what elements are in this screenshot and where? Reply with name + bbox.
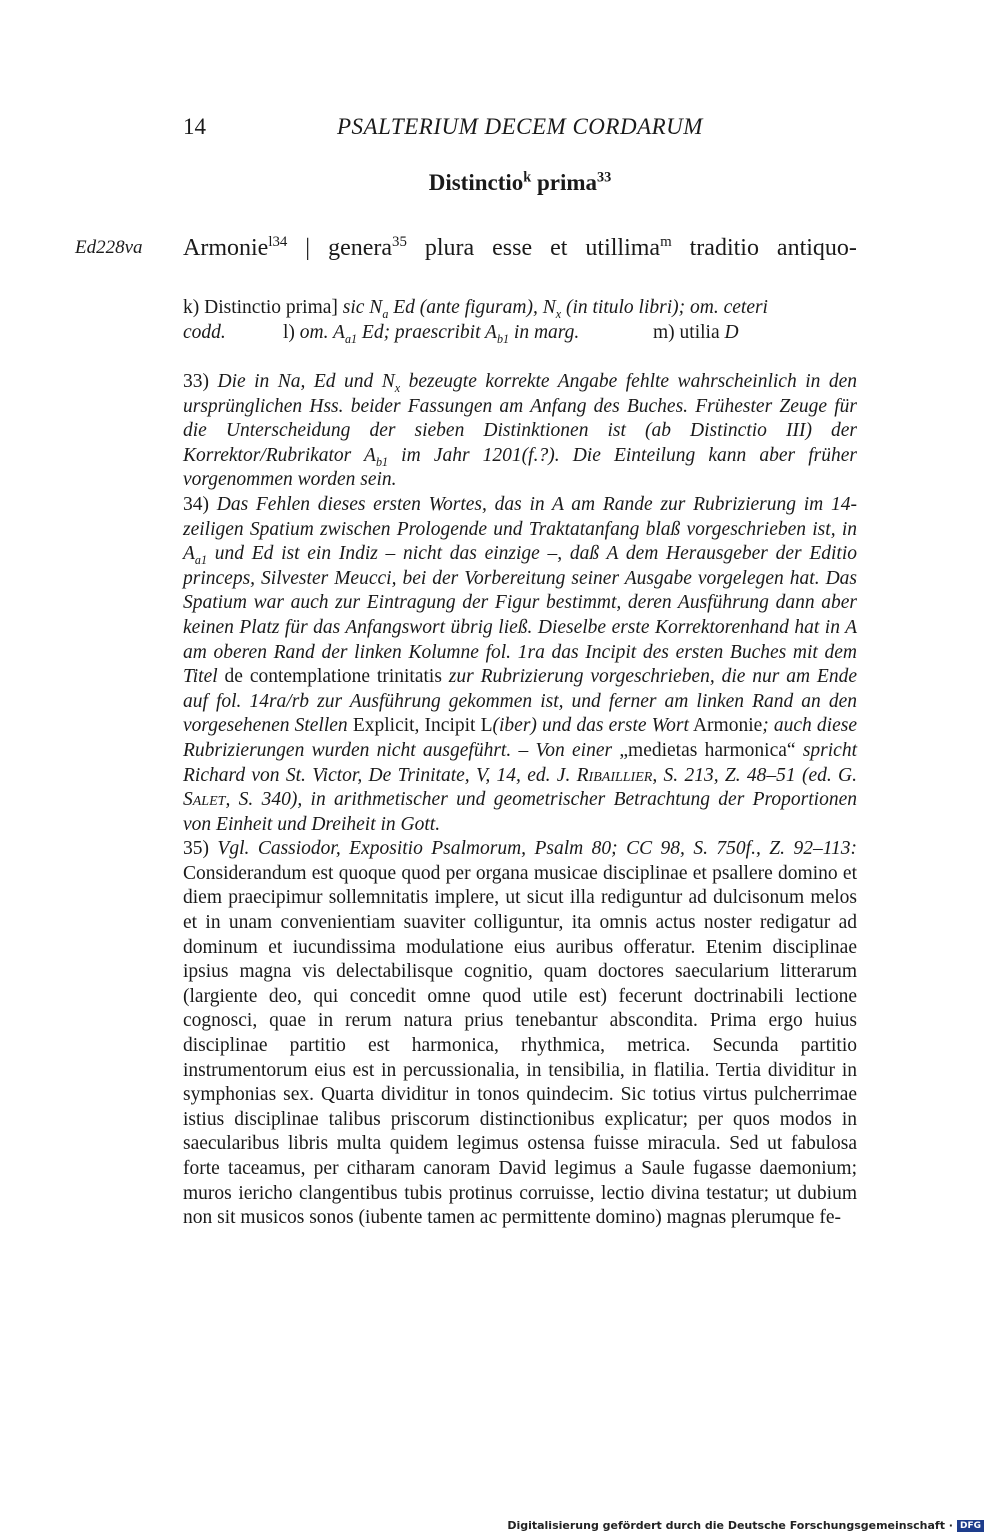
main-word: utillima$^m$ — [585, 234, 672, 261]
margin-folio-note: Ed228va — [75, 237, 143, 258]
critical-apparatus — [183, 295, 857, 345]
main-word: esse — [492, 235, 533, 261]
footnote-33: 33) Die in Na, Ed und $N_x$ bezeugte korrekte Angabe fehlte wahrscheinlich in den ursprünglichen Hss. beider Fassungen am Anfang des Buches. Frühester Zeuge für die Unterscheidung der sieben Distinktionen ist (ab Distinctio III) der Korrektor/Rubrikator $A_{b1}$ im Jahr 1201(f.?). Die Einteilung kann aber früher vorgenommen worden sein. — [183, 371, 858, 491]
footnotes — [183, 370, 857, 1231]
folio-separator: | — [305, 235, 311, 261]
main-text-line — [183, 232, 857, 264]
footnote-34: 34) Das Fehlen dieses ersten Wortes, das in A am Rande zur Rubrizierung im 14-zeiligen Spatium zwischen Prologende und Traktatanfang blaß vorgeschrieben ist, in $A_{a1}$ und Ed ist ein Indiz – nicht das einzige –, daß A dem Herausgeber der Editio princeps, Silvester Meucci, bei der Vorbereitung seiner Ausgabe vorgelegen hat. Das Spatium war auch zur Eintragung der Figur bestimmt, deren Ausführung dann aber keinen Platz für das Anfangswort übrig ließ. Dieselbe erste Korrektorenhand hat in A am oberen Rand der linken Kolumne fol. 1ra das Incipit des ersten Buches mit dem Titel de contemplatione trinitatis zur Rubrizierung vorgeschrieben, die nur am Ende auf fol. 14ra/rb zur Ausführung gekommen ist, und ferner am linken Rand an den vorgesehenen Stellen Explicit, Incipit L(iber) und das erste Wort Armonie; auch diese Rubrizierungen wurden nicht ausgeführt. – Von einer „medietas harmonica“ spricht Richard von St. Victor, De Trinitate, V, 14, ed. J. Ribaillier, S. 213, Z. 48–51 (ed. G. Salet, S. 340), in arithmetischer und geometrischer Betrachtung der Proportionen von Einheit und Dreiheit in Gott. — [183, 493, 858, 835]
main-word: Armonie$^{l34}$ — [183, 234, 288, 261]
main-word: antiquo- — [776, 235, 857, 261]
footnote-ref: m — [660, 234, 672, 250]
dfg-logo-icon: DFG — [957, 1520, 984, 1532]
section-heading — [183, 170, 857, 196]
heading-apparatus-ref: k — [523, 169, 532, 186]
apparatus-entry-m: m) utilia D — [653, 322, 739, 343]
page-number: 14 — [183, 114, 206, 139]
apparatus-entry-k: k) Distinctio prima] sic $N_a$ Ed (ante figuram), $N_x$ (in titulo libri); om. ceteri — [183, 297, 768, 321]
apparatus-entry-l: l) om. $A_{a1}$ Ed; praescribit $A_{b1}$ in marg. — [283, 322, 580, 346]
main-word: plura — [424, 235, 475, 261]
main-word: et — [550, 235, 568, 261]
footer-text: Digitalisierung gefördert durch die Deutsche Forschungsgemeinschaft · — [507, 1519, 953, 1532]
footnote-ref: 35 — [392, 234, 407, 250]
heading-note-ref: 33 — [597, 169, 612, 186]
heading-word: Distinctio — [428, 170, 524, 195]
running-title: PSALTERIUM DECEM CORDARUM — [337, 114, 703, 139]
main-word: traditio — [689, 235, 759, 261]
apparatus-entry-k-end: codd. — [183, 322, 226, 343]
footnote-ref: l34 — [268, 234, 288, 250]
main-word: genera$^{35}$ — [328, 234, 407, 261]
digitization-footer — [507, 1519, 984, 1532]
heading-word: prima — [531, 170, 598, 195]
apparatus-row — [183, 320, 857, 345]
footnote-35: 35) Vgl. Cassiodor, Expositio Psalmorum, Psalm 80; CC 98, S. 750f., Z. 92–113: Considerandum est quoque quod per organa musicae disciplinae et psallere domino et diem praecipimur sollemnitatis implere, ut sicut illa rediguntur ad dulcisonum melos et in unam convenientiam suaviter colliguntur, ita omnis actus noster redigatur ad dominum et iucundissima modulatione eius auribus offeratur. Etenim disciplinae ipsius magna vis delectabilisque cognitio, quam doctores saecularium litterarum (largiente deo, qui concedit omne quod utile est) fecerunt doctrinabili lectione cognosci, quae in rerum natura prius tenebantur abscondita. Prima ergo huius disciplinae partitio est harmonica, rhythmica, metrica. Secunda partitio instrumentorum eius est in percussionalia, in tensibilia, in flatilia. Tertia dividitur in symphonias sex. Quarta dividitur in tonos quindecim. Sic totius virtus pulcherrimae istius disciplinae talibus priscorum distinctionibus explicatur; per quos modos in saecularibus libris multa quidem legimus ostensa fuisse miracula. Sed ut fabulosa forte taceamus, per citharam canoram David legimus a Saule fugasse daemonium; muros iericho clangentibus tubis protinus corruisse, lectio divina testatur; ut dubium non sit musicos sonos (iubente tamen ac permittente domino) magnas plerumque fe- — [183, 838, 857, 1229]
